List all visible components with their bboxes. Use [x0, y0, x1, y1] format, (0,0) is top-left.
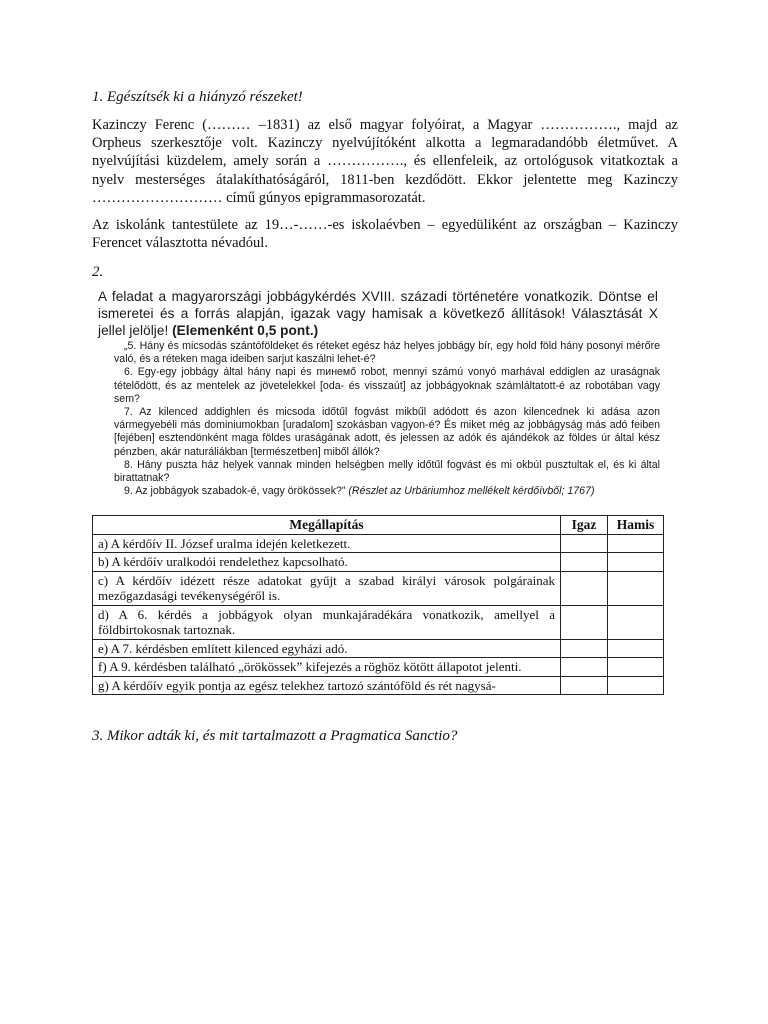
table-row — [93, 605, 664, 639]
table-row — [93, 553, 664, 572]
table-row — [93, 571, 664, 605]
false-cell-f[interactable] — [608, 658, 664, 677]
false-cell-e[interactable] — [608, 639, 664, 658]
question-9-text: 9. Az jobbágyok szabadok-é, vagy örökössek?” — [124, 485, 346, 498]
task2-instructions — [98, 288, 658, 339]
true-cell-b[interactable] — [561, 553, 608, 572]
table-row — [93, 534, 664, 553]
statement-g: g) A kérdőív egyik pontja az egész telekhez tartozó szántóföld és rét nagysá- — [93, 676, 561, 695]
false-cell-d[interactable] — [608, 605, 664, 639]
table-row — [93, 658, 664, 677]
table-row — [93, 676, 664, 695]
true-cell-d[interactable] — [561, 605, 608, 639]
task2-points-note: (Elemenként 0,5 pont.) — [172, 323, 319, 338]
true-cell-e[interactable] — [561, 639, 608, 658]
source-citation: (Részlet az Urbáriumhoz mellékelt kérdőívből; 1767) — [348, 485, 595, 498]
table-header-row — [93, 516, 664, 535]
statement-a: a) A kérdőív II. József uralma idején keletkezett. — [93, 534, 561, 553]
header-false: Hamis — [608, 516, 664, 535]
header-statement: Megállapítás — [93, 516, 561, 535]
task1-paragraph-2: Az iskolánk tantestülete az 19…-……-es iskolaévben – egyedüliként az országban – Kazinczy Ferencet választotta névadóul. — [92, 217, 678, 252]
questionnaire-excerpt — [114, 340, 660, 498]
question-8: 8. Hány puszta ház helyek vannak minden helségben melly időtűl fogvást és mi okbúl pusztultak el, és ki által birattatnak? — [114, 458, 660, 485]
false-cell-b[interactable] — [608, 553, 664, 572]
true-false-table — [92, 515, 664, 695]
true-cell-f[interactable] — [561, 658, 608, 677]
statement-f: f) A 9. kérdésben található „örökössek” kifejezés a röghöz kötött állapotot jelenti. — [93, 658, 561, 677]
false-cell-g[interactable] — [608, 676, 664, 695]
true-cell-g[interactable] — [561, 676, 608, 695]
statement-e: e) A 7. kérdésben említett kilenced egyházi adó. — [93, 639, 561, 658]
task2-scanned-excerpt — [92, 288, 664, 498]
statement-b: b) A kérdőív uralkodói rendelethez kapcsolható. — [93, 553, 561, 572]
task1-heading: 1. Egészítsék ki a hiányzó részeket! — [92, 89, 303, 105]
false-cell-c[interactable] — [608, 571, 664, 605]
task3-heading: 3. Mikor adták ki, és mit tartalmazott a Pragmatica Sanctio? — [92, 728, 458, 744]
question-6: 6. Egy-egy jobbágy által hány napi és mинемő robot, mennyi számú vonyó marhával eddiglen az uraságnak tételődött, és az mentelek az jövetelekkel [oda- és visszaút] az jobbágyoknak számláltatott-é az robotában vagy sem? — [114, 366, 660, 405]
question-7: 7. Az kilenced addighlen és micsoda időtűl fogvást mikbűl adódott és azon kilencednek ki adása azon vármegyebéli más dominiumokban [uradalom] szokásban vagyon-é? És miket még az jobbágyság más adó feiben [fejében] esztendönként maga földes uraságának adott, és jelessen az adók és ajándékok az földes úr által kész pénzben, akár naturáliákban [természetben] miből állók? — [114, 406, 660, 458]
task2-instructions-text: A feladat a magyarországi jobbágykérdés XVIII. századi történetére vonatkozik. Döntse el ismeretei és a forrás alapján, igazak vagy hamisak a következő állítások! Választását X jellel jelölje! — [98, 289, 658, 338]
true-cell-c[interactable] — [561, 571, 608, 605]
table-row — [93, 639, 664, 658]
question-9 — [114, 485, 660, 498]
statement-d: d) A 6. kérdés a jobbágyok olyan munkajáradékára vonatkozik, amellyel a földbirtokosnak tartoznak. — [93, 605, 561, 639]
task1-paragraph-1: Kazinczy Ferenc (……… –1831) az első magyar folyóirat, a Magyar ……………., majd az Orpheus szerkesztője volt. Kazinczy nyelvújítóként alkotta a legmaradandóbb életművet. A nyelvújítási küzdelem, amely során a ……………., és ellenfeleik, az ortológusok vitatkoztak a nyelv mesterséges átalakíthatóságáról, 1811-ben kezdődött. Ekkor jelentette meg Kazinczy ……………………… című gúnyos epigrammasorozatát. — [92, 117, 678, 206]
task2-heading: 2. — [92, 264, 104, 280]
statement-c: c) A kérdőív idézett része adatokat gyűjt a szabad királyi városok polgárainak mezőgazdasági tevékenységéről is. — [93, 571, 561, 605]
header-true: Igaz — [561, 516, 608, 535]
true-cell-a[interactable] — [561, 534, 608, 553]
question-5: „5. Hány és micsodás szántóföldeket és réteket egész ház helyes jobbágy bír, egy hold föld hány posonyi mérőre való, és a réteken maga ideiben sarjut kaszálni lehet-é? — [114, 340, 660, 366]
false-cell-a[interactable] — [608, 534, 664, 553]
